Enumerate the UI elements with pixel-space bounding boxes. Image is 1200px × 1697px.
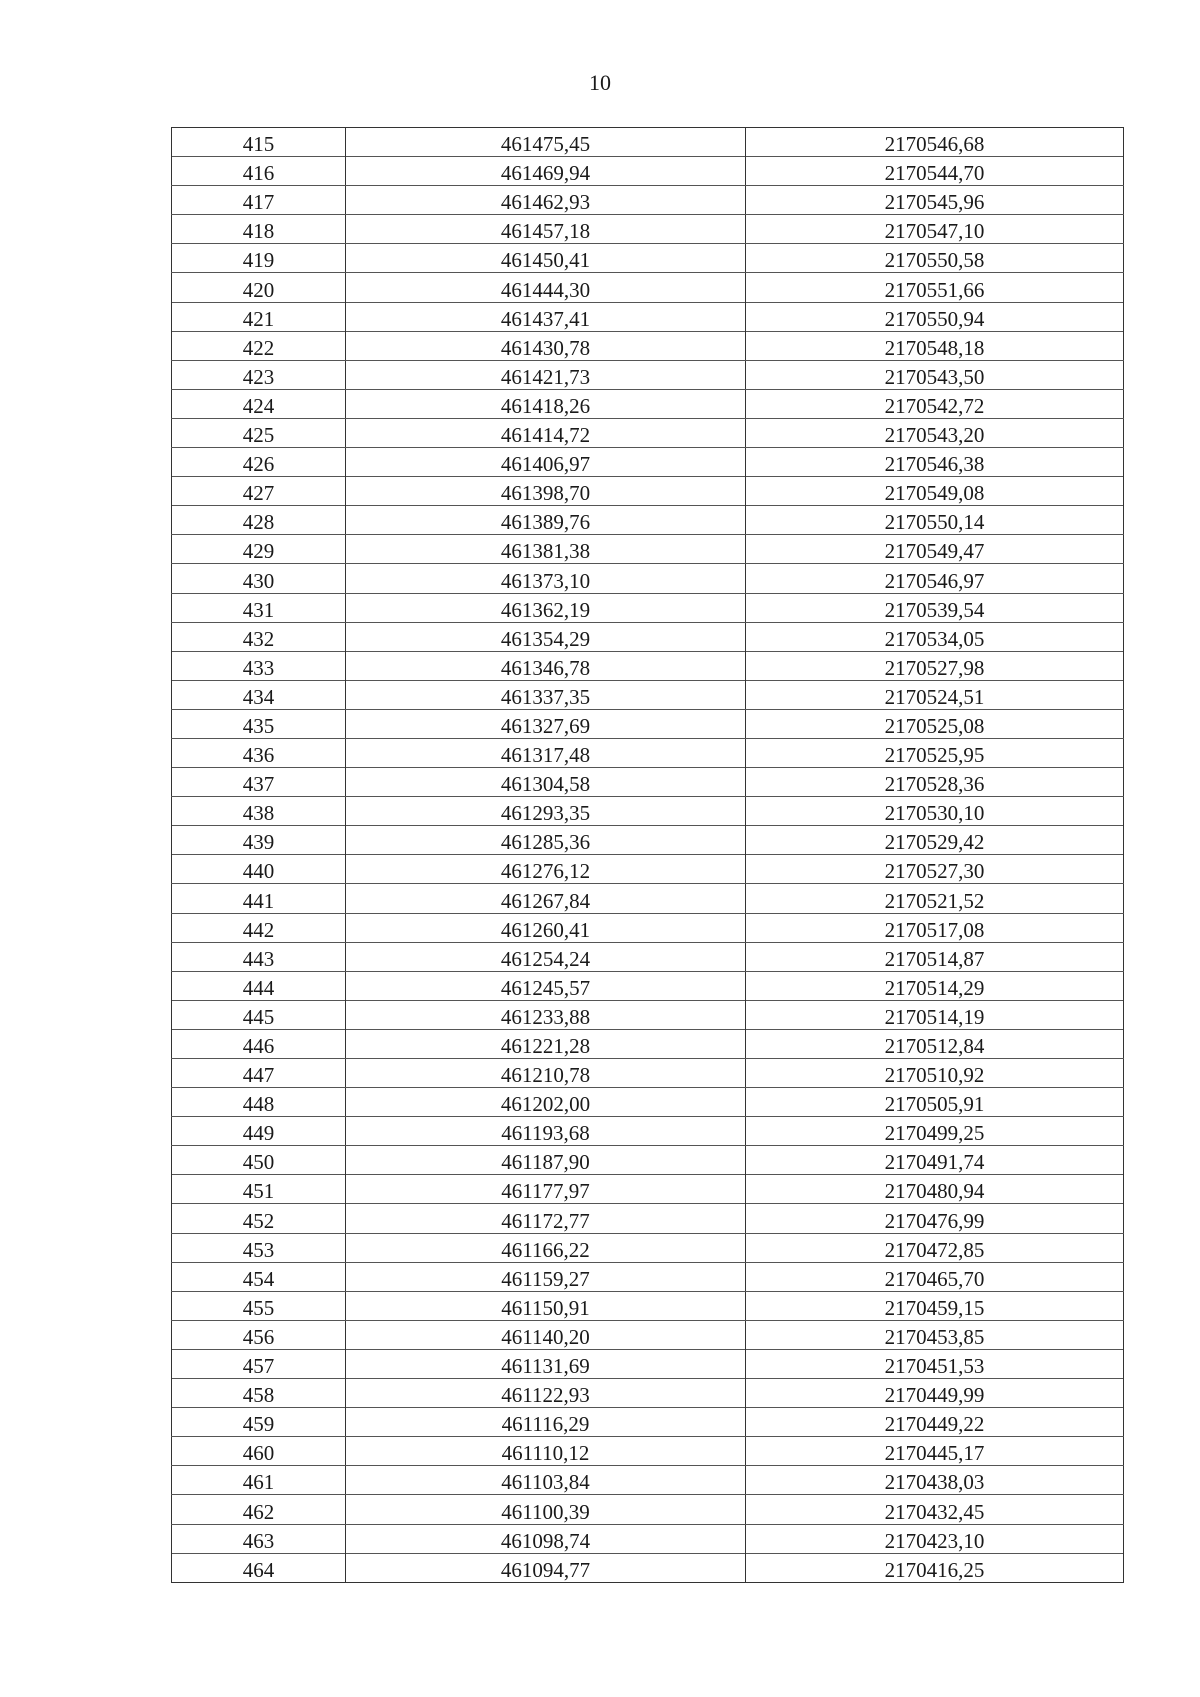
point-number-cell: 416 xyxy=(172,157,346,186)
point-number-cell: 422 xyxy=(172,331,346,360)
table-row xyxy=(172,1466,1124,1495)
point-number-cell: 464 xyxy=(172,1553,346,1582)
point-number-cell: 453 xyxy=(172,1233,346,1262)
point-number-cell: 419 xyxy=(172,244,346,273)
point-number-cell: 439 xyxy=(172,826,346,855)
table-row xyxy=(172,128,1124,157)
x-coordinate-cell: 461450,41 xyxy=(346,244,746,273)
table-row xyxy=(172,593,1124,622)
table-row xyxy=(172,738,1124,767)
x-coordinate-cell: 461406,97 xyxy=(346,448,746,477)
table-row xyxy=(172,1262,1124,1291)
y-coordinate-cell: 2170445,17 xyxy=(746,1437,1124,1466)
y-coordinate-cell: 2170510,92 xyxy=(746,1059,1124,1088)
x-coordinate-cell: 461337,35 xyxy=(346,680,746,709)
table-row xyxy=(172,1088,1124,1117)
point-number-cell: 426 xyxy=(172,448,346,477)
point-number-cell: 431 xyxy=(172,593,346,622)
x-coordinate-cell: 461221,28 xyxy=(346,1029,746,1058)
point-number-cell: 432 xyxy=(172,622,346,651)
table-row xyxy=(172,564,1124,593)
point-number-cell: 458 xyxy=(172,1379,346,1408)
page-number: 10 xyxy=(589,70,611,95)
point-number-cell: 445 xyxy=(172,1000,346,1029)
table-row xyxy=(172,1146,1124,1175)
x-coordinate-cell: 461210,78 xyxy=(346,1059,746,1088)
table-row xyxy=(172,651,1124,680)
y-coordinate-cell: 2170550,94 xyxy=(746,302,1124,331)
coordinates-table-body xyxy=(172,128,1124,1583)
point-number-cell: 427 xyxy=(172,477,346,506)
x-coordinate-cell: 461346,78 xyxy=(346,651,746,680)
point-number-cell: 438 xyxy=(172,797,346,826)
table-row xyxy=(172,1059,1124,1088)
y-coordinate-cell: 2170539,54 xyxy=(746,593,1124,622)
point-number-cell: 428 xyxy=(172,506,346,535)
x-coordinate-cell: 461362,19 xyxy=(346,593,746,622)
table-row xyxy=(172,302,1124,331)
table-row xyxy=(172,1029,1124,1058)
point-number-cell: 457 xyxy=(172,1349,346,1378)
y-coordinate-cell: 2170514,29 xyxy=(746,971,1124,1000)
y-coordinate-cell: 2170545,96 xyxy=(746,186,1124,215)
table-row xyxy=(172,1408,1124,1437)
y-coordinate-cell: 2170527,30 xyxy=(746,855,1124,884)
point-number-cell: 436 xyxy=(172,738,346,767)
x-coordinate-cell: 461267,84 xyxy=(346,884,746,913)
table-row xyxy=(172,1349,1124,1378)
x-coordinate-cell: 461317,48 xyxy=(346,738,746,767)
table-row xyxy=(172,477,1124,506)
x-coordinate-cell: 461166,22 xyxy=(346,1233,746,1262)
table-row xyxy=(172,244,1124,273)
x-coordinate-cell: 461469,94 xyxy=(346,157,746,186)
table-row xyxy=(172,389,1124,418)
x-coordinate-cell: 461245,57 xyxy=(346,971,746,1000)
x-coordinate-cell: 461398,70 xyxy=(346,477,746,506)
x-coordinate-cell: 461103,84 xyxy=(346,1466,746,1495)
point-number-cell: 462 xyxy=(172,1495,346,1524)
x-coordinate-cell: 461462,93 xyxy=(346,186,746,215)
y-coordinate-cell: 2170472,85 xyxy=(746,1233,1124,1262)
y-coordinate-cell: 2170527,98 xyxy=(746,651,1124,680)
x-coordinate-cell: 461430,78 xyxy=(346,331,746,360)
x-coordinate-cell: 461260,41 xyxy=(346,913,746,942)
point-number-cell: 456 xyxy=(172,1320,346,1349)
point-number-cell: 454 xyxy=(172,1262,346,1291)
x-coordinate-cell: 461193,68 xyxy=(346,1117,746,1146)
y-coordinate-cell: 2170534,05 xyxy=(746,622,1124,651)
table-row xyxy=(172,331,1124,360)
table-row xyxy=(172,622,1124,651)
y-coordinate-cell: 2170549,47 xyxy=(746,535,1124,564)
x-coordinate-cell: 461373,10 xyxy=(346,564,746,593)
table-row xyxy=(172,535,1124,564)
x-coordinate-cell: 461172,77 xyxy=(346,1204,746,1233)
y-coordinate-cell: 2170525,08 xyxy=(746,709,1124,738)
point-number-cell: 447 xyxy=(172,1059,346,1088)
x-coordinate-cell: 461389,76 xyxy=(346,506,746,535)
x-coordinate-cell: 461233,88 xyxy=(346,1000,746,1029)
table-row xyxy=(172,360,1124,389)
y-coordinate-cell: 2170521,52 xyxy=(746,884,1124,913)
x-coordinate-cell: 461276,12 xyxy=(346,855,746,884)
y-coordinate-cell: 2170528,36 xyxy=(746,768,1124,797)
table-row xyxy=(172,273,1124,302)
point-number-cell: 421 xyxy=(172,302,346,331)
table-row xyxy=(172,942,1124,971)
point-number-cell: 435 xyxy=(172,709,346,738)
y-coordinate-cell: 2170459,15 xyxy=(746,1291,1124,1320)
y-coordinate-cell: 2170550,58 xyxy=(746,244,1124,273)
point-number-cell: 460 xyxy=(172,1437,346,1466)
x-coordinate-cell: 461100,39 xyxy=(346,1495,746,1524)
point-number-cell: 424 xyxy=(172,389,346,418)
point-number-cell: 418 xyxy=(172,215,346,244)
table-row xyxy=(172,1379,1124,1408)
x-coordinate-cell: 461437,41 xyxy=(346,302,746,331)
point-number-cell: 459 xyxy=(172,1408,346,1437)
point-number-cell: 420 xyxy=(172,273,346,302)
y-coordinate-cell: 2170549,08 xyxy=(746,477,1124,506)
x-coordinate-cell: 461414,72 xyxy=(346,418,746,447)
point-number-cell: 440 xyxy=(172,855,346,884)
point-number-cell: 441 xyxy=(172,884,346,913)
point-number-cell: 451 xyxy=(172,1175,346,1204)
x-coordinate-cell: 461116,29 xyxy=(346,1408,746,1437)
x-coordinate-cell: 461159,27 xyxy=(346,1262,746,1291)
y-coordinate-cell: 2170423,10 xyxy=(746,1524,1124,1553)
x-coordinate-cell: 461304,58 xyxy=(346,768,746,797)
point-number-cell: 450 xyxy=(172,1146,346,1175)
table-row xyxy=(172,797,1124,826)
y-coordinate-cell: 2170546,38 xyxy=(746,448,1124,477)
table-row xyxy=(172,1495,1124,1524)
x-coordinate-cell: 461110,12 xyxy=(346,1437,746,1466)
table-row xyxy=(172,768,1124,797)
y-coordinate-cell: 2170529,42 xyxy=(746,826,1124,855)
table-row xyxy=(172,1233,1124,1262)
table-row xyxy=(172,1175,1124,1204)
y-coordinate-cell: 2170542,72 xyxy=(746,389,1124,418)
point-number-cell: 429 xyxy=(172,535,346,564)
table-row xyxy=(172,1437,1124,1466)
y-coordinate-cell: 2170514,87 xyxy=(746,942,1124,971)
table-row xyxy=(172,448,1124,477)
x-coordinate-cell: 461094,77 xyxy=(346,1553,746,1582)
table-row xyxy=(172,971,1124,1000)
point-number-cell: 463 xyxy=(172,1524,346,1553)
table-row xyxy=(172,1204,1124,1233)
point-number-cell: 461 xyxy=(172,1466,346,1495)
x-coordinate-cell: 461098,74 xyxy=(346,1524,746,1553)
y-coordinate-cell: 2170546,97 xyxy=(746,564,1124,593)
x-coordinate-cell: 461122,93 xyxy=(346,1379,746,1408)
y-coordinate-cell: 2170432,45 xyxy=(746,1495,1124,1524)
table-row xyxy=(172,157,1124,186)
y-coordinate-cell: 2170543,20 xyxy=(746,418,1124,447)
y-coordinate-cell: 2170499,25 xyxy=(746,1117,1124,1146)
y-coordinate-cell: 2170480,94 xyxy=(746,1175,1124,1204)
y-coordinate-cell: 2170546,68 xyxy=(746,128,1124,157)
x-coordinate-cell: 461293,35 xyxy=(346,797,746,826)
point-number-cell: 444 xyxy=(172,971,346,1000)
y-coordinate-cell: 2170453,85 xyxy=(746,1320,1124,1349)
x-coordinate-cell: 461202,00 xyxy=(346,1088,746,1117)
table-row xyxy=(172,1000,1124,1029)
table-row xyxy=(172,186,1124,215)
table-row xyxy=(172,680,1124,709)
coordinates-table xyxy=(171,127,1124,1583)
point-number-cell: 417 xyxy=(172,186,346,215)
y-coordinate-cell: 2170476,99 xyxy=(746,1204,1124,1233)
point-number-cell: 443 xyxy=(172,942,346,971)
table-row xyxy=(172,913,1124,942)
y-coordinate-cell: 2170530,10 xyxy=(746,797,1124,826)
table-row xyxy=(172,826,1124,855)
x-coordinate-cell: 461285,36 xyxy=(346,826,746,855)
x-coordinate-cell: 461131,69 xyxy=(346,1349,746,1378)
y-coordinate-cell: 2170514,19 xyxy=(746,1000,1124,1029)
table-row xyxy=(172,1553,1124,1582)
x-coordinate-cell: 461187,90 xyxy=(346,1146,746,1175)
point-number-cell: 448 xyxy=(172,1088,346,1117)
table-row xyxy=(172,709,1124,738)
table-row xyxy=(172,1117,1124,1146)
point-number-cell: 442 xyxy=(172,913,346,942)
y-coordinate-cell: 2170524,51 xyxy=(746,680,1124,709)
table-row xyxy=(172,1320,1124,1349)
point-number-cell: 446 xyxy=(172,1029,346,1058)
x-coordinate-cell: 461381,38 xyxy=(346,535,746,564)
point-number-cell: 449 xyxy=(172,1117,346,1146)
table-row xyxy=(172,506,1124,535)
point-number-cell: 452 xyxy=(172,1204,346,1233)
y-coordinate-cell: 2170544,70 xyxy=(746,157,1124,186)
table-row xyxy=(172,215,1124,244)
y-coordinate-cell: 2170416,25 xyxy=(746,1553,1124,1582)
y-coordinate-cell: 2170550,14 xyxy=(746,506,1124,535)
table-row xyxy=(172,1291,1124,1320)
x-coordinate-cell: 461418,26 xyxy=(346,389,746,418)
y-coordinate-cell: 2170551,66 xyxy=(746,273,1124,302)
table-row xyxy=(172,884,1124,913)
x-coordinate-cell: 461150,91 xyxy=(346,1291,746,1320)
x-coordinate-cell: 461421,73 xyxy=(346,360,746,389)
table-row xyxy=(172,855,1124,884)
x-coordinate-cell: 461475,45 xyxy=(346,128,746,157)
y-coordinate-cell: 2170525,95 xyxy=(746,738,1124,767)
y-coordinate-cell: 2170505,91 xyxy=(746,1088,1124,1117)
point-number-cell: 425 xyxy=(172,418,346,447)
y-coordinate-cell: 2170543,50 xyxy=(746,360,1124,389)
point-number-cell: 433 xyxy=(172,651,346,680)
x-coordinate-cell: 461444,30 xyxy=(346,273,746,302)
y-coordinate-cell: 2170449,99 xyxy=(746,1379,1124,1408)
table-row xyxy=(172,418,1124,447)
point-number-cell: 423 xyxy=(172,360,346,389)
y-coordinate-cell: 2170517,08 xyxy=(746,913,1124,942)
x-coordinate-cell: 461354,29 xyxy=(346,622,746,651)
point-number-cell: 455 xyxy=(172,1291,346,1320)
x-coordinate-cell: 461140,20 xyxy=(346,1320,746,1349)
point-number-cell: 415 xyxy=(172,128,346,157)
y-coordinate-cell: 2170438,03 xyxy=(746,1466,1124,1495)
x-coordinate-cell: 461327,69 xyxy=(346,709,746,738)
y-coordinate-cell: 2170465,70 xyxy=(746,1262,1124,1291)
table-row xyxy=(172,1524,1124,1553)
y-coordinate-cell: 2170547,10 xyxy=(746,215,1124,244)
y-coordinate-cell: 2170451,53 xyxy=(746,1349,1124,1378)
point-number-cell: 430 xyxy=(172,564,346,593)
y-coordinate-cell: 2170491,74 xyxy=(746,1146,1124,1175)
x-coordinate-cell: 461177,97 xyxy=(346,1175,746,1204)
point-number-cell: 437 xyxy=(172,768,346,797)
y-coordinate-cell: 2170548,18 xyxy=(746,331,1124,360)
point-number-cell: 434 xyxy=(172,680,346,709)
x-coordinate-cell: 461254,24 xyxy=(346,942,746,971)
y-coordinate-cell: 2170449,22 xyxy=(746,1408,1124,1437)
y-coordinate-cell: 2170512,84 xyxy=(746,1029,1124,1058)
x-coordinate-cell: 461457,18 xyxy=(346,215,746,244)
